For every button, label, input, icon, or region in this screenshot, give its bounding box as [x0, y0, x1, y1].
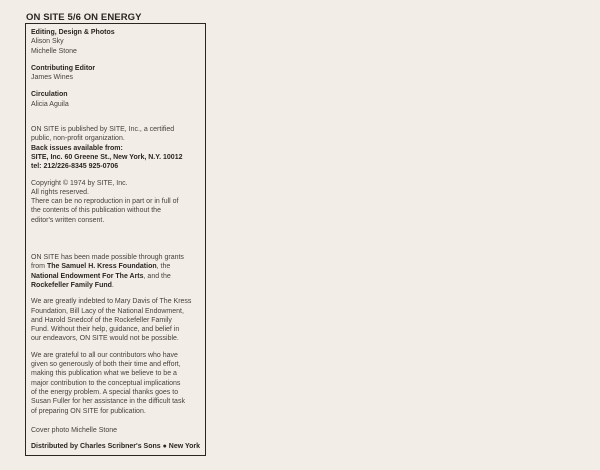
copyright-line: There can be no reproduction in part or in full of [31, 198, 179, 206]
copyright-line: editor's written consent. [31, 216, 105, 224]
copyright-line: the contents of this publication without the [31, 207, 161, 215]
grants-paragraph: ON SITE has been made possible through grants from The Samuel H. Kress Foundation, the National Endowment For The Arts, and the Rockefeller Family Fund. [31, 254, 184, 289]
rockefeller-fund: Rockefeller Family Fund [31, 281, 112, 289]
editor-name: Alison Sky [31, 38, 64, 46]
editor-name: Michelle Stone [31, 47, 77, 55]
copyright-line: All rights reserved. [31, 188, 89, 196]
contributing-editor-heading: Contributing Editor [31, 64, 96, 72]
kress-foundation: The Samuel H. Kress Foundation [46, 263, 157, 271]
publisher-line: ON SITE is published by SITE, Inc., a certified [31, 126, 175, 134]
publisher-line: public, non-profit organization. [31, 135, 125, 143]
page-title: ON SITE 5/6 ON ENERGY [26, 12, 142, 23]
grateful-line: of preparing ON SITE for publication. [31, 407, 146, 415]
editing-heading: Editing, Design & Photos [31, 29, 115, 36]
back-issues-line: Back issues available from: [31, 144, 123, 152]
indebted-line: our endeavors, ON SITE would not be possible. [31, 335, 179, 343]
indebted-line: Foundation, Bill Lacy of the National Endowment, [31, 307, 184, 315]
circulation-name: Alicia Aguila [31, 100, 69, 108]
masthead-box [25, 23, 206, 456]
indebted-line: Fund. Without their help, guidance, and belief in [31, 326, 180, 334]
grateful-line: making this publication what we believe to be a [31, 370, 177, 378]
grateful-line: Susan Fuller for her assistance in the difficult task [31, 398, 185, 406]
circulation-heading: Circulation [31, 91, 68, 99]
indebted-line: We are greatly indebted to Mary Davis of The Kress [31, 298, 192, 306]
contributing-editor-name: James Wines [31, 74, 74, 82]
back-issues-line: SITE, Inc. 60 Greene St., New York, N.Y. 10012 [31, 153, 183, 161]
grateful-line: We are grateful to all our contributors who have [31, 351, 178, 359]
cover-credit: Cover photo Michelle Stone [31, 426, 117, 434]
grateful-line: of the energy problem. A special thanks goes to [31, 388, 179, 396]
grateful-line: given so generously of both their time and effort, [31, 361, 181, 369]
back-issues-line: tel: 212/226-8345 925-0706 [31, 163, 119, 171]
copyright-line: Copyright © 1974 by SITE, Inc. [31, 179, 128, 187]
distribution-line: Distributed by Charles Scribner's Sons ● New York [31, 443, 201, 450]
indebted-line: and Harold Snedcof of the Rockefeller Family [31, 316, 172, 324]
grateful-line: major contribution to the conceptual implications [31, 379, 181, 387]
national-endowment: National Endowment For The Arts [31, 272, 144, 280]
